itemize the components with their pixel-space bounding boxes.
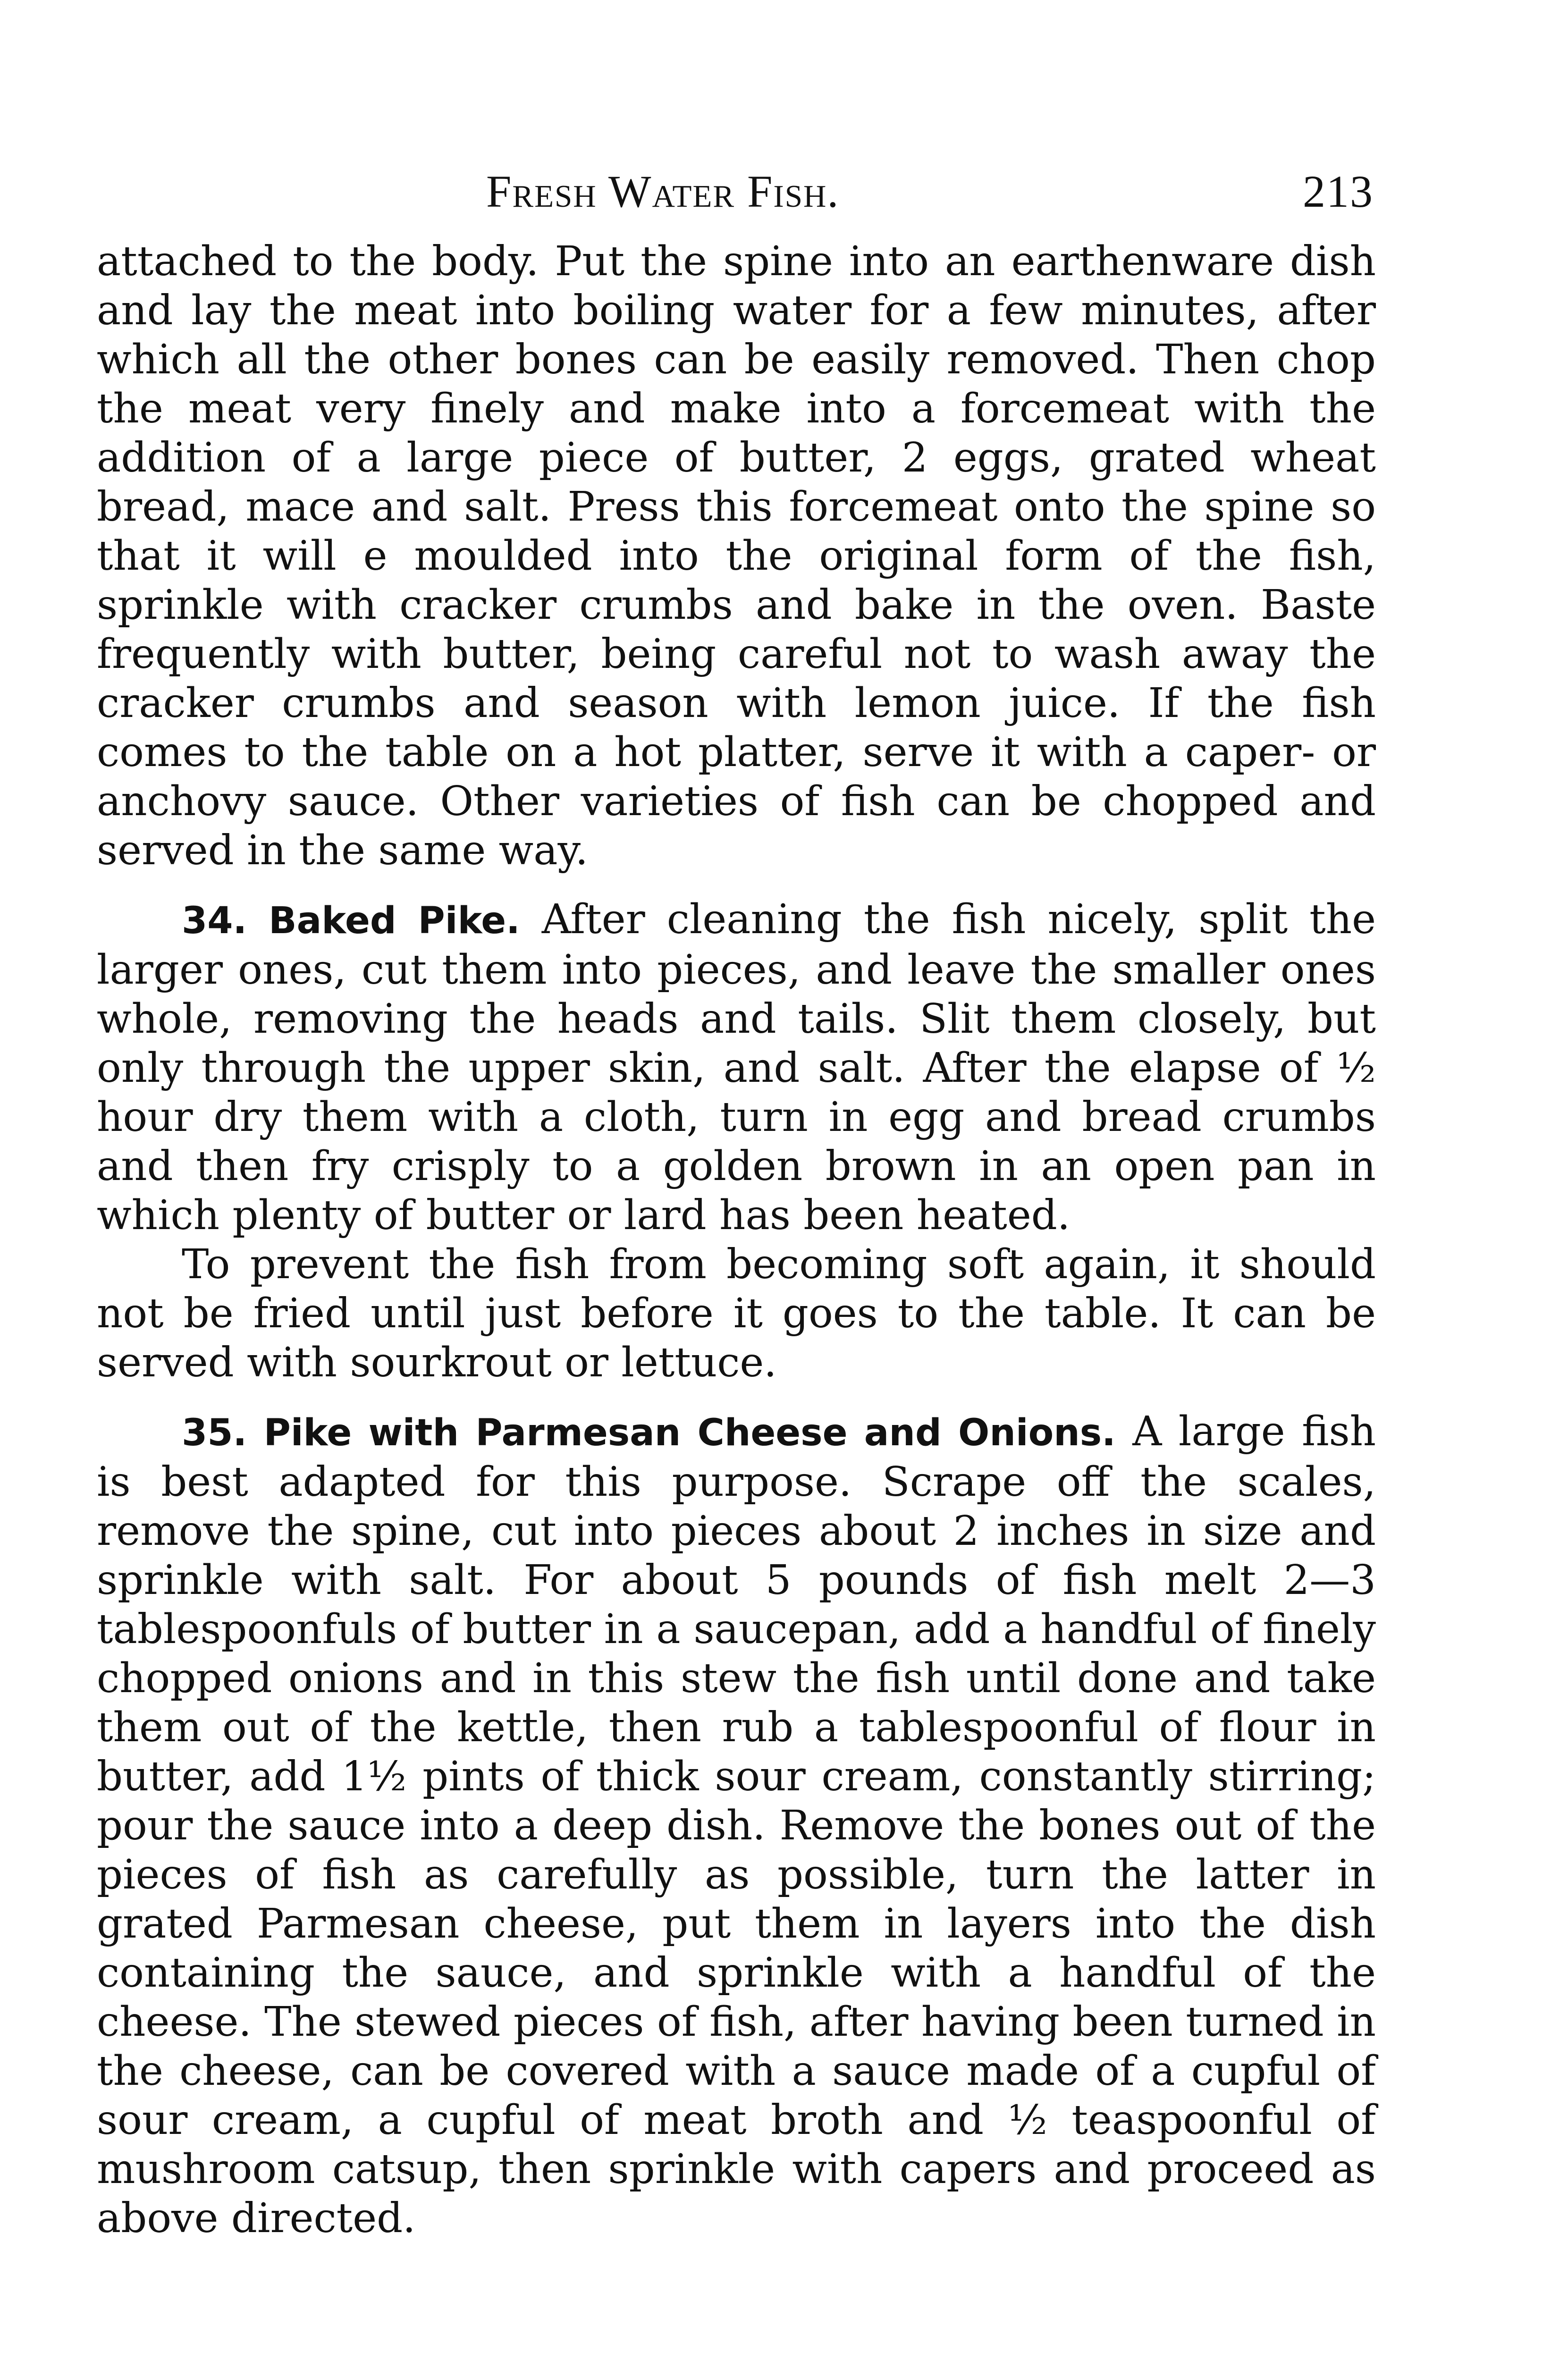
- recipe-title: Baked Pike.: [269, 900, 520, 942]
- recipe-title: Pike with Parmesan Cheese and Onions.: [263, 1412, 1116, 1454]
- running-head: [99, 165, 1374, 222]
- recipe-34-note: To prevent the fish from becoming soft again, it should not be fried until just before it goes to the table. It can be served with sourkrout or lettuce.: [97, 1241, 1376, 1386]
- continued-paragraph: attached to the body. Put the spine into an earthenware dish and lay the meat into boiling water for a few minutes, after which all the other bones can be easily removed. Then chop the meat very finely and make into a forcemeat with the addition of a large piece of butter, 2 eggs, grated wheat bread, mace and salt. Press this forcemeat onto the spine so that it will e moulded into the original form of the fish, sprinkle with cracker crumbs and bake in the oven. Baste frequently with butter, being careful not to wash away the cracker crumbs and season with lemon juice. If the fish comes to the table on a hot platter, serve it with a caper- or anchovy sauce. Other varieties of fish can be chopped and served in the same way.: [97, 238, 1376, 874]
- recipe-34: [97, 895, 1376, 1240]
- page-number: 213: [1303, 166, 1374, 217]
- recipe-text: A large fish is best adapted for this purpose. Scrape off the scales, remove the spine, cut into pieces about 2 inches in size and sprinkle with salt. For about 5 pounds of fish melt 2—3 tablespoonfuls of butter in a saucepan, add a handful of finely chopped onions and in this stew the fish until done and take them out of the kettle, then rub a tablespoonful of flour in butter, add 1½ pints of thick sour cream, constantly stirring; pour the sauce into a deep dish. Remove the bones out of the pieces of fish as carefully as possible, turn the latter in grated Parmesan cheese, put them in layers into the dish containing the sauce, and sprinkle with a handful of the cheese. The stewed pieces of fish, after having been turned in the cheese, can be covered with a sauce made of a cupful of sour cream, a cupful of meat broth and ½ teaspoonful of mushroom catsup, then sprinkle with capers and proceed as above directed.: [97, 1408, 1376, 2242]
- body-text: [97, 237, 1376, 2243]
- recipe-number: 34.: [182, 900, 247, 942]
- recipe-text: After cleaning the fish nicely, split the larger ones, cut them into pieces, and leave the smaller ones whole, removing the heads and tails. Slit them closely, but only through the upper skin, and salt. After the elapse of ½ hour dry them with a cloth, turn in egg and bread crumbs and then fry crisply to a golden brown in an open pan in which plenty of butter or lard has been heated.: [97, 896, 1376, 1239]
- running-title: Fresh Water Fish.: [486, 166, 840, 217]
- recipe-35: [97, 1407, 1376, 2243]
- recipe-number: 35.: [182, 1412, 247, 1454]
